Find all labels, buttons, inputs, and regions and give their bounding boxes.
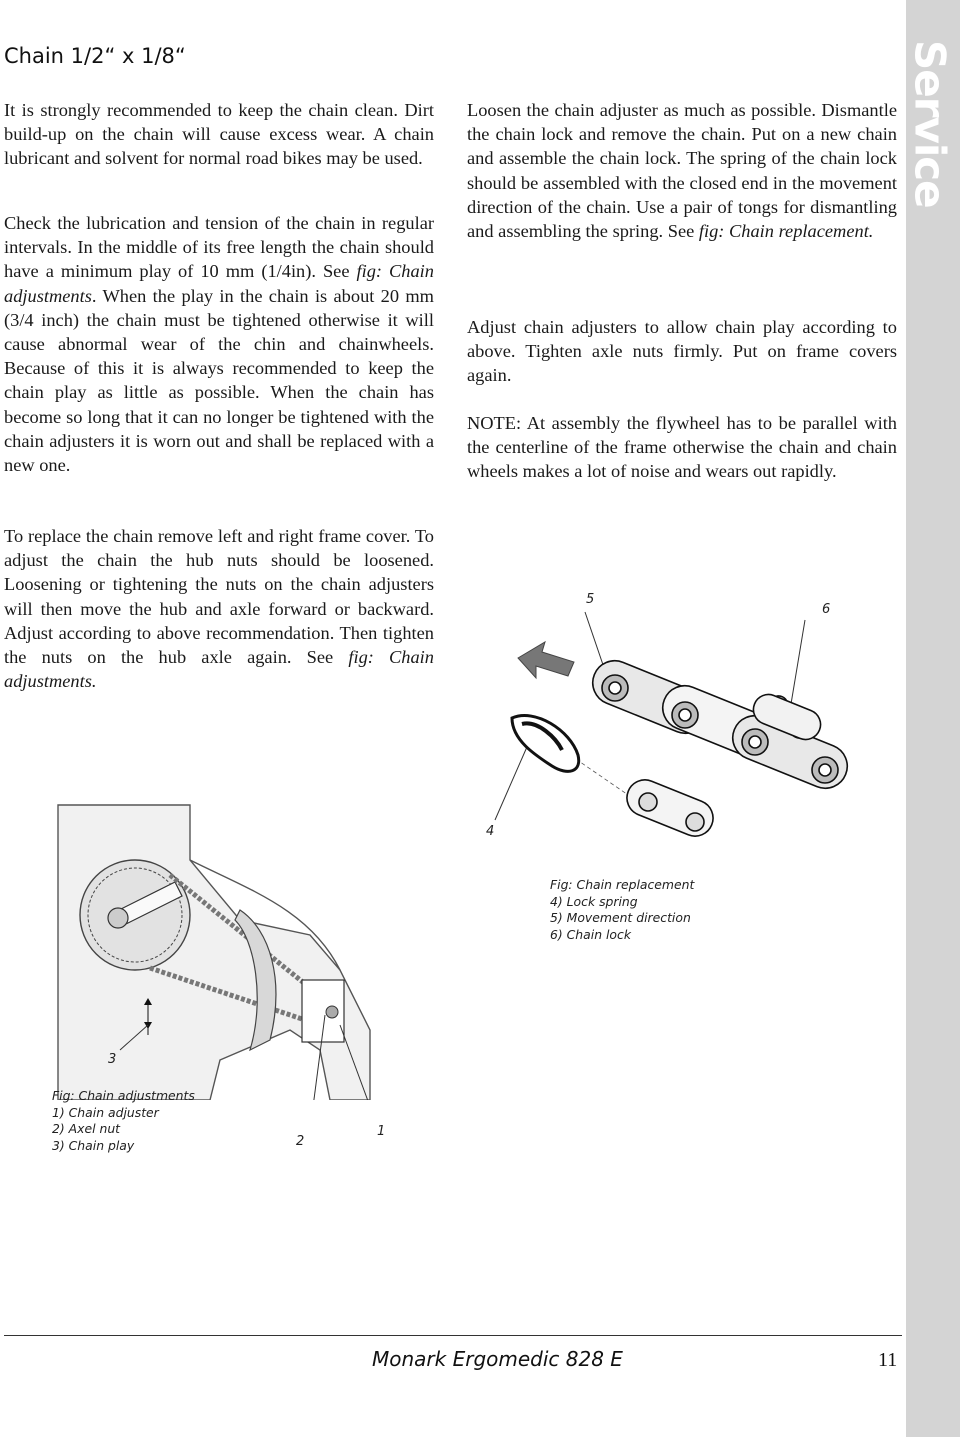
caption-line: Fig: Chain replacement [550,877,695,892]
paragraph-chain-replace-adjust [4,524,434,693]
callout-lock-spring: 4 [486,824,495,839]
footer-title: Monark Ergomedic 828 E [372,1347,623,1371]
paragraph-text: It is strongly recommended to keep the chain clean. Dirt build-up on the chain will cause excess wear. A chain lubricant and solvent for normal road bikes may be used. [4,100,434,169]
paragraph-chain-tension [4,211,434,477]
paragraph-text: NOTE: At assembly the flywheel has to be parallel with the centerline of the frame otherwise the chain and chain wheels makes a lot of noise and wears out rapidly. [467,413,897,482]
callout-axel-nut: 2 [296,1134,305,1149]
paragraph-chain-cleaning [4,98,434,171]
roller-chain-icon [586,654,854,841]
page-number: 11 [878,1349,898,1371]
caption-line: 4) Lock spring [550,893,638,909]
paragraph-text: Loosen the chain adjuster as much as possible. Dismantle the chain lock and remove the chain. Put on a new chain and assemble the chain lock. The spring of the chain lock should be assembled with the closed end in the movement direction of the chain. Use a pair of tongs for dismantling and assembling the spring. See [467,100,897,242]
crank-bolt-icon [108,908,128,928]
axel-nut-icon [326,1006,338,1018]
callout-movement-direction: 5 [586,592,595,607]
paragraph-text: . When the play in the chain is about 20 mm (3/4 inch) the chain must be tightened otherwise it will cause abnormal wear of the chin and chainwheels. Because of this it is always recommended to keep the chain play as little as possible. When the chain has become so long that it can no longer be tightened with the chain adjusters it is worn out and shall be replaced with a new one. [4,285,434,476]
chain-adjustments-illustration [40,800,410,1100]
figure-reference: fig: Chain adjustments [4,261,434,306]
leader-line-4 [495,740,530,820]
sidebar-label: Service [905,40,955,208]
movement-direction-arrow-icon [518,642,574,678]
caption-line: 5) Movement direction [550,910,691,925]
callout-chain-lock: 6 [822,602,831,617]
paragraph-chain-lock [467,98,897,243]
caption-line: 1) Chain adjuster [52,1104,159,1120]
leader-line-6 [790,620,805,710]
paragraph-text: Adjust chain adjusters to allow chain play according to above. Tighten axle nuts firmly. Put on frame covers again. [467,317,897,386]
figure-reference: fig: Chain replacement. [698,221,874,242]
paragraph-text: To replace the chain remove left and right frame cover. To adjust the chain the hub nuts should be loosened. Loosening or tightening the nuts on the chain adjusters will then move the hub and axle forward or backward. Adjust according to above recommendation. Then tighten the nuts on the hub axle again. See [4,526,434,668]
caption-line: 3) Chain play [52,1137,135,1153]
figure-reference: fig: Chain adjustments. [4,647,434,692]
paragraph-note-flywheel [467,411,897,484]
paragraph-text: Check the lubrication and tension of the chain in regular intervals. In the middle of its free length the chain should have a minimum play of 10 mm (1/4in). See [4,213,434,282]
callout-chain-play: 3 [108,1052,117,1067]
caption-line: 6) Chain lock [550,926,631,942]
paragraph-adjust-axle [467,315,897,388]
callout-chain-adjuster: 1 [377,1124,386,1139]
caption-line: 2) Axel nut [52,1121,121,1136]
footer-rule [4,1335,902,1336]
sidebar-tab [906,0,960,1437]
page-heading: Chain 1/2“ x 1/8“ [4,44,186,68]
caption-line: Fig: Chain adjustments [52,1088,195,1103]
chain-replacement-illustration [490,590,900,850]
caption-chain-replacement [550,877,694,943]
caption-chain-adjustments [52,1088,195,1154]
